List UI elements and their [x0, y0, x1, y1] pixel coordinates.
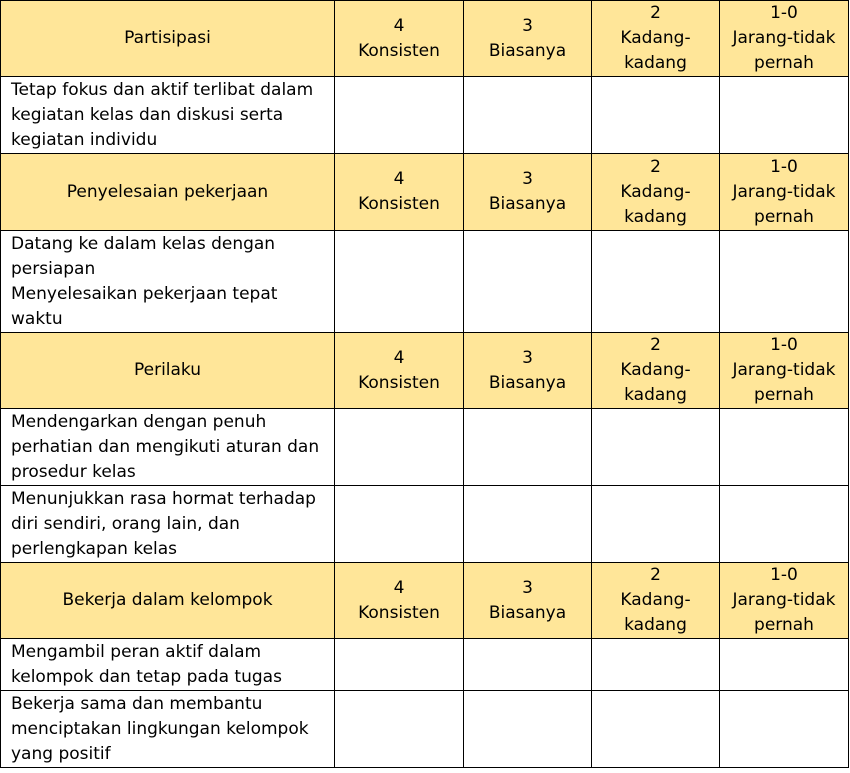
- criterion-text: Mengambil peran aktif dalam kelompok dan tetap pada tugas: [1, 639, 335, 691]
- score-2-header: [592, 154, 720, 231]
- criterion-text: Bekerja sama dan membantu menciptakan lingkungan kelompok yang positif: [1, 691, 335, 768]
- score-4-header: [335, 1, 464, 77]
- criterion-row: [1, 409, 849, 486]
- score-cell-3[interactable]: [464, 77, 592, 154]
- score-value: 3: [522, 577, 533, 598]
- score-cell-3[interactable]: [464, 409, 592, 486]
- score-4-header: [335, 563, 464, 639]
- score-label: Jarang-tidak: [732, 181, 836, 202]
- score-cell-2[interactable]: [592, 409, 720, 486]
- score-value: 1-0: [770, 3, 798, 23]
- section-title: Bekerja dalam kelompok: [1, 563, 335, 639]
- score-3-header: [464, 1, 592, 77]
- score-label: Biasanya: [488, 372, 567, 393]
- score-4-header: [335, 154, 464, 231]
- criterion-row: [1, 691, 849, 768]
- score-label: kadang: [624, 615, 687, 635]
- score-label: pernah: [754, 615, 814, 635]
- criterion-text: Tetap fokus dan aktif terlibat dalam kegiatan kelas dan diskusi serta kegiatan individu: [1, 77, 335, 154]
- section-header-row: [1, 333, 849, 409]
- score-label: Biasanya: [488, 194, 567, 214]
- score-label: pernah: [754, 206, 814, 227]
- score-label: kadang: [624, 53, 687, 73]
- score-cell-2[interactable]: [592, 231, 720, 333]
- score-value: 1-0: [770, 565, 798, 585]
- score-value: 4: [393, 577, 405, 598]
- score-label: Konsisten: [358, 372, 440, 393]
- score-label: Kadang-: [620, 28, 691, 48]
- score-cell-4[interactable]: [335, 486, 464, 563]
- score-value: 3: [522, 347, 533, 368]
- score-value: 2: [650, 156, 661, 177]
- score-cell-2[interactable]: [592, 639, 720, 691]
- criterion-row: [1, 639, 849, 691]
- criterion-row: [1, 77, 849, 154]
- score-3-header: [464, 333, 592, 409]
- score-cell-3[interactable]: [464, 486, 592, 563]
- criterion-text: Datang ke dalam kelas dengan persiapan Menyelesaikan pekerjaan tepat waktu: [1, 231, 335, 333]
- score-label: Kadang-: [620, 360, 691, 380]
- score-1-0-header: [720, 333, 849, 409]
- section-header-row: [1, 1, 849, 77]
- score-label: Konsisten: [358, 602, 440, 623]
- score-value: 3: [522, 169, 533, 189]
- score-3-header: [464, 563, 592, 639]
- criterion-text: Mendengarkan dengan penuh perhatian dan mengikuti aturan dan prosedur kelas: [1, 409, 335, 486]
- score-value: 4: [393, 347, 405, 368]
- score-value: 2: [650, 565, 661, 585]
- score-label: Biasanya: [488, 40, 567, 61]
- score-value: 4: [393, 169, 405, 189]
- score-cell-4[interactable]: [335, 231, 464, 333]
- score-cell-4[interactable]: [335, 77, 464, 154]
- score-value: 2: [650, 335, 661, 355]
- score-4-header: [335, 333, 464, 409]
- score-cell-1-0[interactable]: [720, 77, 849, 154]
- score-label: Konsisten: [358, 194, 440, 214]
- score-cell-1-0[interactable]: [720, 691, 849, 768]
- score-label: pernah: [754, 53, 814, 73]
- score-label: Jarang-tidak: [732, 590, 836, 610]
- score-cell-1-0[interactable]: [720, 231, 849, 333]
- score-value: 4: [393, 15, 405, 36]
- criterion-row: [1, 231, 849, 333]
- criterion-row: [1, 486, 849, 563]
- score-cell-1-0[interactable]: [720, 486, 849, 563]
- score-cell-4[interactable]: [335, 639, 464, 691]
- score-cell-3[interactable]: [464, 639, 592, 691]
- score-value: 1-0: [770, 335, 798, 355]
- score-cell-4[interactable]: [335, 691, 464, 768]
- score-label: Biasanya: [488, 602, 567, 623]
- score-cell-1-0[interactable]: [720, 409, 849, 486]
- score-cell-4[interactable]: [335, 409, 464, 486]
- score-1-0-header: [720, 1, 849, 77]
- section-header-row: [1, 154, 849, 231]
- score-cell-3[interactable]: [464, 691, 592, 768]
- score-2-header: [592, 333, 720, 409]
- score-cell-2[interactable]: [592, 486, 720, 563]
- score-value: 2: [650, 3, 661, 23]
- score-value: 3: [522, 15, 533, 36]
- score-cell-1-0[interactable]: [720, 639, 849, 691]
- score-value: 1-0: [770, 156, 798, 177]
- score-label: Kadang-: [620, 181, 691, 202]
- criterion-text: Menunjukkan rasa hormat terhadap diri sendiri, orang lain, dan perlengkapan kelas: [1, 486, 335, 563]
- score-label: Kadang-: [620, 590, 691, 610]
- score-3-header: [464, 154, 592, 231]
- score-1-0-header: [720, 154, 849, 231]
- score-cell-2[interactable]: [592, 77, 720, 154]
- score-label: kadang: [624, 385, 687, 405]
- score-label: Jarang-tidak: [732, 28, 836, 48]
- score-2-header: [592, 1, 720, 77]
- section-title: Penyelesaian pekerjaan: [1, 154, 335, 231]
- score-label: kadang: [624, 206, 687, 227]
- score-label: pernah: [754, 385, 814, 405]
- score-cell-2[interactable]: [592, 691, 720, 768]
- score-label: Konsisten: [358, 40, 440, 61]
- score-1-0-header: [720, 563, 849, 639]
- section-title: Partisipasi: [1, 1, 335, 77]
- score-label: Jarang-tidak: [732, 360, 836, 380]
- section-header-row: [1, 563, 849, 639]
- section-title: Perilaku: [1, 333, 335, 409]
- score-2-header: [592, 563, 720, 639]
- score-cell-3[interactable]: [464, 231, 592, 333]
